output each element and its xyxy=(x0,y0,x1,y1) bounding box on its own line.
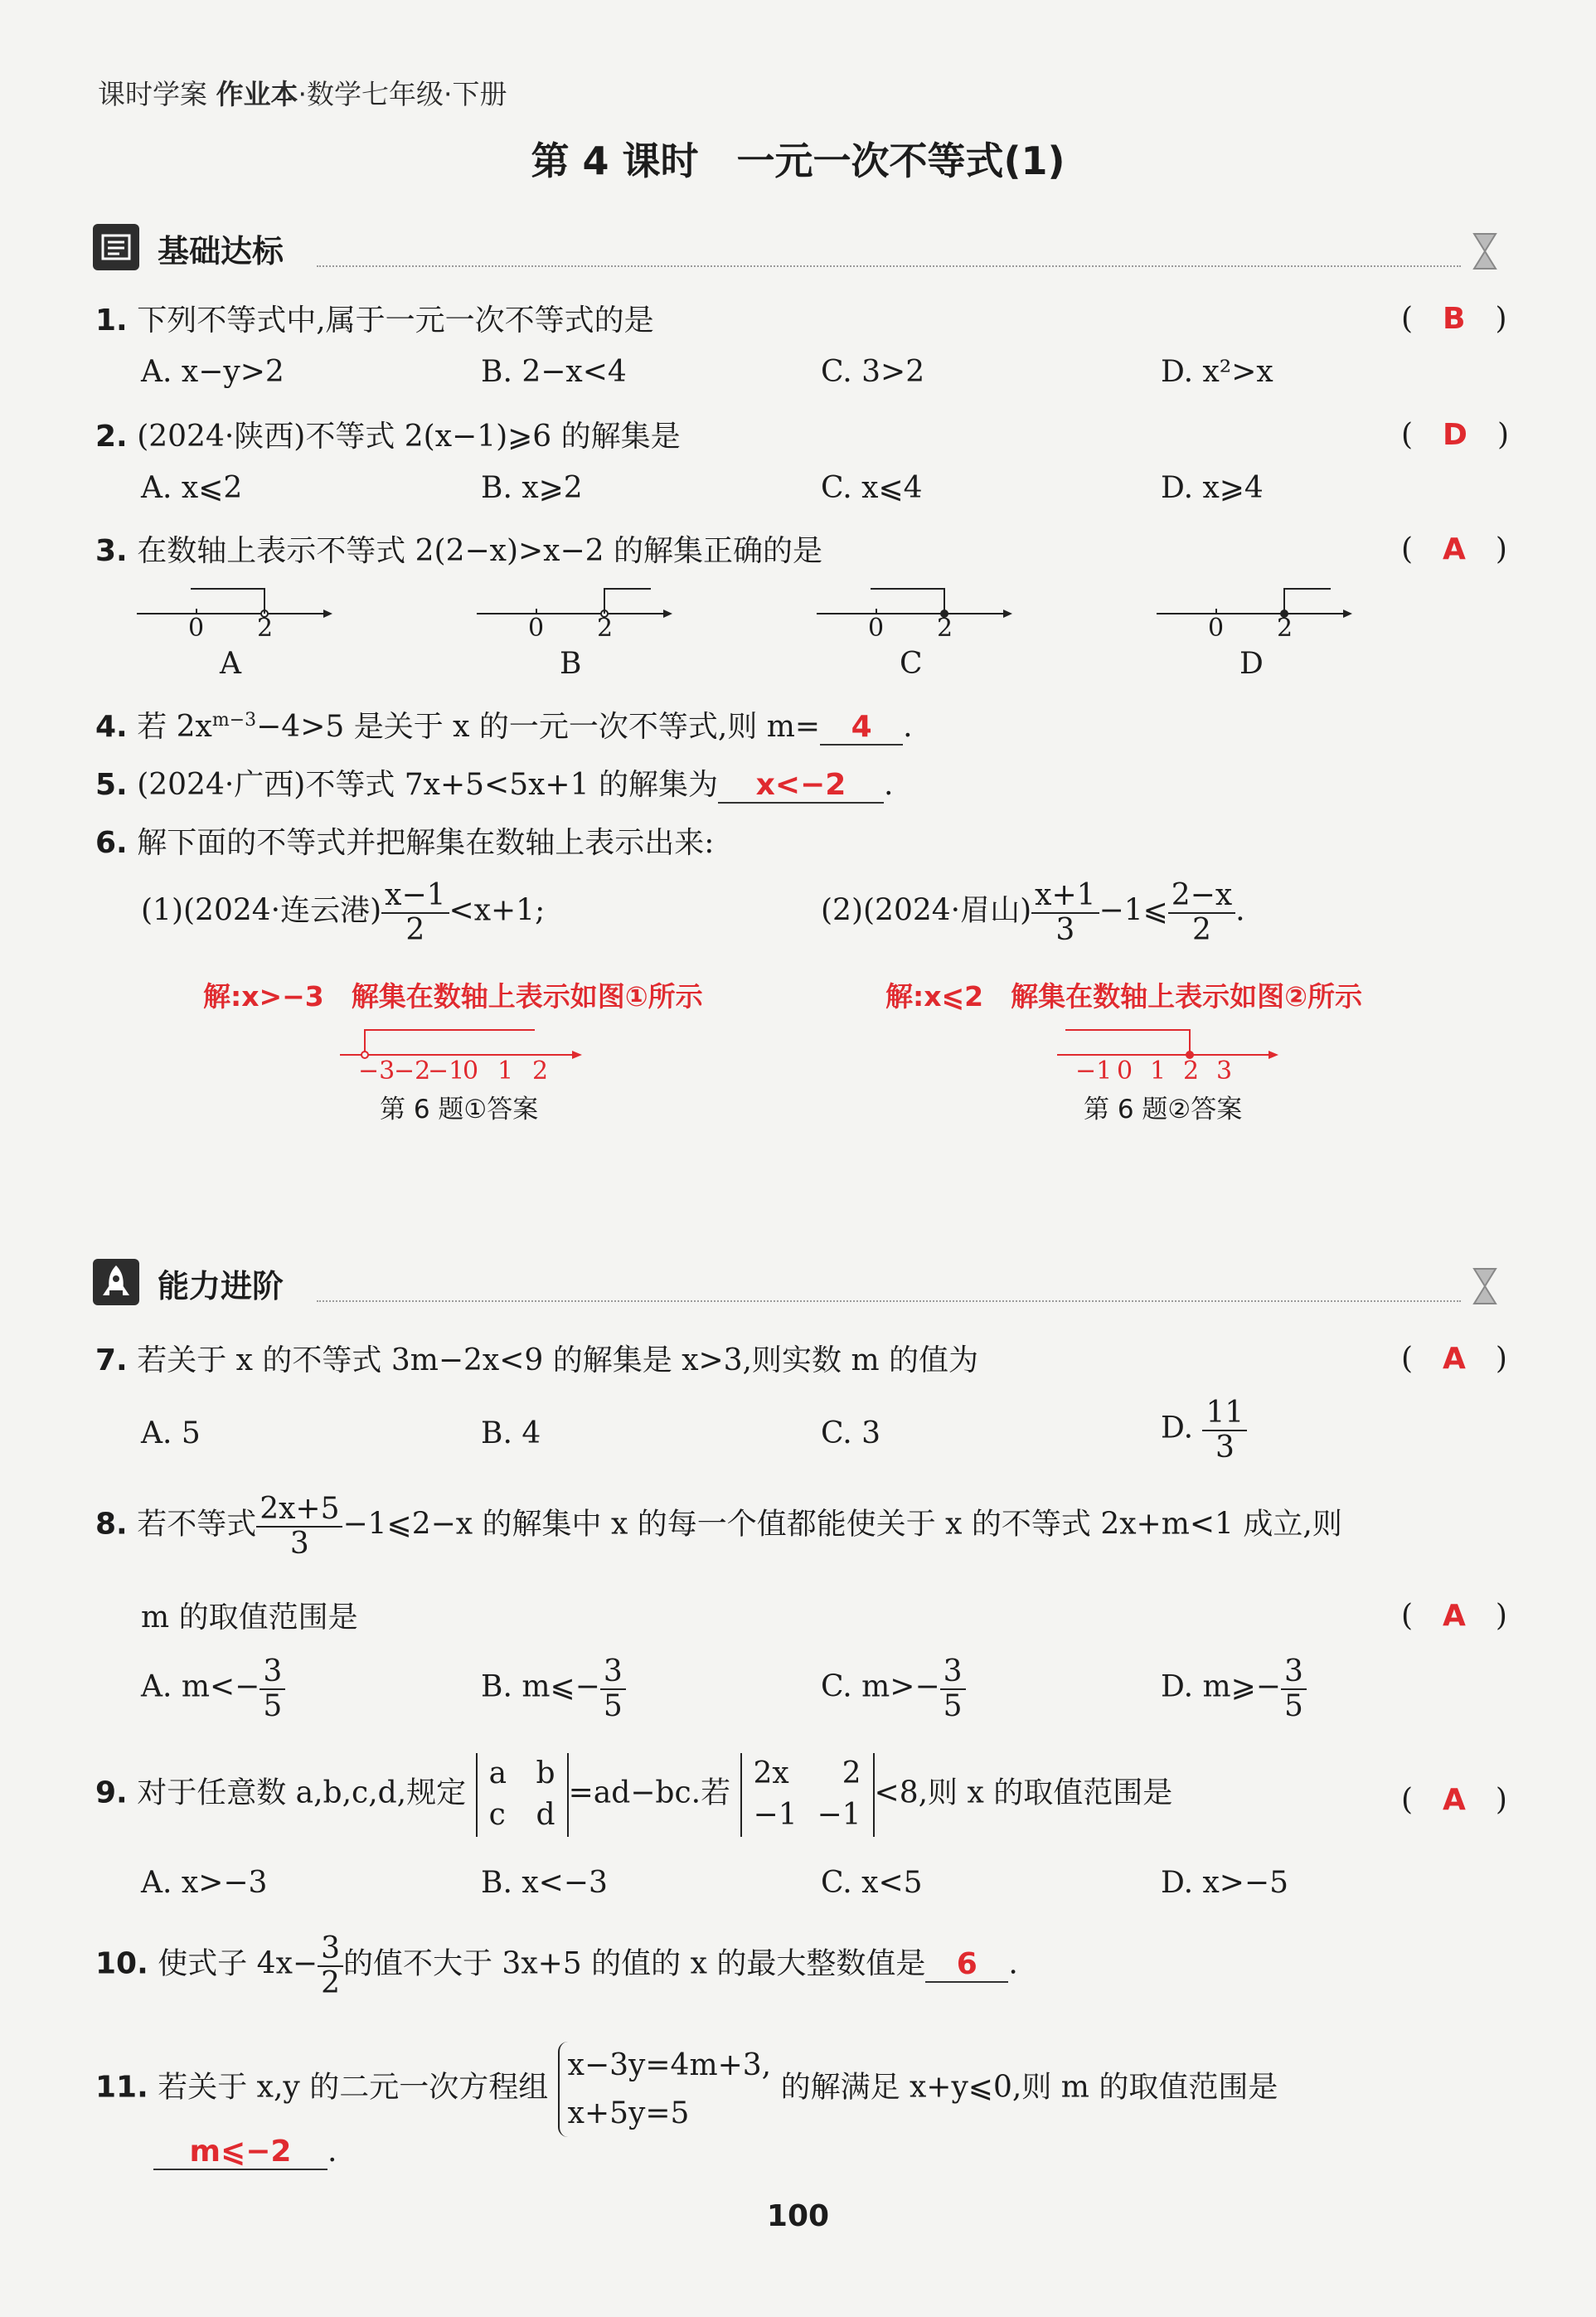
number-line-d xyxy=(1157,580,1356,681)
question-text: (2024·陕西)不等式 2(x−1)⩾6 的解集是 xyxy=(137,420,681,454)
question-3 xyxy=(95,527,822,570)
book-name: 作业本 xyxy=(216,78,298,110)
tick-label: 0 xyxy=(868,614,885,643)
tick-label: 0 xyxy=(188,614,205,643)
question-text: =ad−bc.若 xyxy=(568,1775,731,1810)
question-5 xyxy=(95,761,893,804)
page-title: 第 4 课时 一元一次不等式(1) xyxy=(531,138,1065,183)
question-4 xyxy=(95,703,913,746)
section-basic xyxy=(93,222,1502,272)
question-11-answer-line xyxy=(153,2135,337,2170)
question-text: 对于任意数 a,b,c,d,规定 xyxy=(137,1775,467,1810)
question-number: 5. xyxy=(95,768,128,802)
fraction-numerator: 3 xyxy=(940,1655,966,1690)
figure-caption: 第 6 题②答案 xyxy=(1084,1095,1243,1124)
question-2 xyxy=(95,413,681,455)
question-11 xyxy=(95,2042,1278,2137)
tick-label: 0 xyxy=(463,1056,479,1086)
fraction-denominator: 5 xyxy=(603,1688,623,1723)
question-number: 3. xyxy=(95,534,128,568)
number-line-b xyxy=(477,580,676,681)
tick-label: 0 xyxy=(1117,1056,1133,1086)
question-text: 在数轴上表示不等式 2(2−x)>x−2 的解集正确的是 xyxy=(137,534,822,568)
diagram-letter: C xyxy=(900,647,923,681)
divider xyxy=(317,1300,1461,1302)
option-label: B. m⩽− xyxy=(481,1669,600,1704)
fraction-numerator: x−1 xyxy=(381,879,449,914)
fraction-denominator: 5 xyxy=(263,1688,283,1723)
page-number: 100 xyxy=(766,2199,830,2233)
option-a: A. x>−3 xyxy=(141,1866,268,1900)
question-7 xyxy=(95,1337,978,1379)
question-text: (2024·广西)不等式 7x+5<5x+1 的解集为 xyxy=(137,768,718,802)
matrix-entry: a xyxy=(488,1756,507,1790)
option-c: C. x<5 xyxy=(821,1866,923,1900)
part-source: (1)(2024·连云港) xyxy=(141,893,382,928)
question-number: 10. xyxy=(95,1946,148,1981)
diagram-letter: D xyxy=(1239,647,1264,681)
part-source: (2)(2024·眉山) xyxy=(821,893,1032,928)
number-line-c xyxy=(817,580,1016,681)
question-text: <8,则 x 的取值范围是 xyxy=(874,1775,1173,1810)
fraction-numerator: 3 xyxy=(600,1655,626,1690)
answer-bracket: ( B ) xyxy=(1401,302,1507,336)
question-9 xyxy=(95,1753,1172,1837)
tick-label: 2 xyxy=(1277,614,1293,643)
answer: A xyxy=(1443,532,1466,566)
fraction-numerator: 3 xyxy=(1281,1655,1307,1690)
fraction-denominator: 5 xyxy=(1283,1688,1303,1723)
question-1 xyxy=(95,297,654,339)
tick-label: 0 xyxy=(1208,614,1225,643)
determinant-expression xyxy=(740,1753,875,1837)
tick-label: −3 xyxy=(358,1056,395,1086)
fraction-denominator: 2 xyxy=(1192,912,1211,947)
question-text: 的值不大于 3x+5 的值的 x 的最大整数值是 xyxy=(342,1946,926,1981)
hourglass-icon xyxy=(1471,1265,1499,1307)
tick-label: 2 xyxy=(597,614,614,643)
solution-2: 解:x⩽2 解集在数轴上表示如图②所示 xyxy=(885,980,1363,1013)
question-text: 解下面的不等式并把解集在数轴上表示出来: xyxy=(137,826,715,860)
answer-bracket: ( A ) xyxy=(1401,1783,1507,1817)
question-number: 1. xyxy=(95,304,128,338)
fraction-numerator: 2x+5 xyxy=(256,1493,342,1528)
question-8 xyxy=(95,1493,1342,1560)
tick-label: 1 xyxy=(497,1056,514,1086)
question-text: 若关于 x 的不等式 3m−2x<9 的解集是 x>3,则实数 m 的值为 xyxy=(137,1343,979,1377)
option-b: B. 2−x<4 xyxy=(481,355,627,389)
punctuation: . xyxy=(1008,1946,1018,1981)
question-number: 8. xyxy=(95,1507,128,1542)
answer: B xyxy=(1443,302,1466,336)
question-text: m 的取值范围是 xyxy=(141,1601,358,1635)
fraction-numerator: 2−x xyxy=(1168,879,1235,914)
question-text: 使式子 4x− xyxy=(158,1946,318,1981)
fraction-numerator: 3 xyxy=(318,1932,343,1967)
matrix-entry: b xyxy=(536,1756,555,1790)
answer: A xyxy=(1443,1783,1466,1817)
tick-label: −2 xyxy=(394,1056,431,1086)
equation-system xyxy=(558,2042,771,2137)
question-text: 的解满足 x+y⩽0,则 m 的取值范围是 xyxy=(780,2070,1278,2105)
answer: A xyxy=(1443,1599,1466,1633)
tick-label: 1 xyxy=(1150,1056,1167,1086)
fraction-numerator: 11 xyxy=(1202,1397,1247,1431)
series-name: 课时学案 xyxy=(98,78,207,110)
matrix-entry: −1 xyxy=(817,1798,861,1833)
fraction-numerator: 3 xyxy=(260,1655,285,1690)
fraction-denominator: 3 xyxy=(1215,1430,1235,1465)
matrix-entry: d xyxy=(536,1798,555,1833)
question-text: −1⩽2−x 的解集中 x 的每一个值都能使关于 x 的不等式 2x+m<1 成立,则 xyxy=(342,1507,1342,1542)
question-text: 若关于 x,y 的二元一次方程组 xyxy=(158,2070,549,2105)
punctuation: . xyxy=(903,710,913,744)
book-icon xyxy=(93,224,139,270)
divider xyxy=(317,265,1461,267)
answer-bracket: ( A ) xyxy=(1401,1599,1507,1633)
fraction-denominator: 2 xyxy=(321,1965,340,2000)
option-a: A. x−y>2 xyxy=(141,355,284,389)
option-d xyxy=(1161,1655,1307,1722)
fraction-denominator: 3 xyxy=(289,1526,309,1561)
hourglass-icon xyxy=(1471,231,1499,272)
part-text: <x+1; xyxy=(449,893,546,928)
option-a: A. x⩽2 xyxy=(141,471,243,505)
option-c: C. 3>2 xyxy=(821,355,925,389)
tick-label: 0 xyxy=(528,614,545,643)
rocket-icon xyxy=(93,1259,139,1305)
determinant-definition xyxy=(476,1753,569,1837)
answer-number-line-1 xyxy=(340,1022,589,1086)
diagram-letter: B xyxy=(560,647,582,681)
equation: x+5y=5 xyxy=(567,2096,690,2130)
option-c xyxy=(821,1655,966,1722)
fraction-denominator: 2 xyxy=(405,912,425,947)
fraction-denominator: 5 xyxy=(943,1688,963,1723)
option-b xyxy=(481,1655,626,1722)
question-number: 2. xyxy=(95,420,128,454)
answer: 4 xyxy=(851,710,872,744)
question-6 xyxy=(95,819,714,862)
subject-label: ·数学七年级·下册 xyxy=(298,78,507,110)
answer-bracket: ( A ) xyxy=(1401,532,1507,566)
equation: x−3y=4m+3, xyxy=(567,2048,772,2082)
matrix-entry: −1 xyxy=(753,1798,798,1833)
matrix-entry: c xyxy=(488,1798,506,1833)
section-title: 能力进阶 xyxy=(158,1268,284,1304)
tick-label: −1 xyxy=(1075,1056,1113,1086)
option-label: D. xyxy=(1161,1411,1194,1445)
answer: D xyxy=(1443,418,1467,452)
matrix-entry: 2x xyxy=(753,1756,789,1790)
tick-label: 2 xyxy=(257,614,274,643)
punctuation: . xyxy=(883,768,894,802)
option-d: D. x²>x xyxy=(1161,355,1273,389)
question-10 xyxy=(95,1932,1018,1999)
punctuation: . xyxy=(327,2135,337,2169)
q6-part1 xyxy=(141,879,545,946)
section-advanced xyxy=(93,1257,1502,1307)
option-label: D. m⩾− xyxy=(1161,1669,1281,1704)
answer: A xyxy=(1443,1342,1466,1376)
option-d: D. x>−5 xyxy=(1161,1866,1289,1900)
tick-label: 2 xyxy=(937,614,953,643)
answer-number-line-2 xyxy=(1057,1022,1289,1086)
tick-label: 3 xyxy=(1216,1056,1233,1086)
answer: x<−2 xyxy=(755,768,847,802)
fraction-denominator: 3 xyxy=(1055,912,1075,947)
option-label: A. m<− xyxy=(141,1669,260,1704)
answer-bracket: ( D ) xyxy=(1401,418,1509,452)
part-text: −1⩽ xyxy=(1099,893,1168,928)
tick-label: 2 xyxy=(1183,1056,1200,1086)
option-c: C. 3 xyxy=(821,1416,881,1450)
section-title: 基础达标 xyxy=(158,233,284,270)
tick-label: 2 xyxy=(532,1056,549,1086)
option-a: A. 5 xyxy=(141,1416,201,1450)
question-number: 7. xyxy=(95,1343,128,1377)
question-text: −4>5 是关于 x 的一元一次不等式,则 m= xyxy=(256,710,821,744)
running-header xyxy=(98,73,507,112)
question-number: 4. xyxy=(95,710,128,744)
option-b: B. x⩾2 xyxy=(481,471,583,505)
option-d xyxy=(1161,1397,1247,1464)
part-text: . xyxy=(1235,893,1245,928)
answer: m⩽−2 xyxy=(189,2135,292,2169)
question-text: 下列不等式中,属于一元一次不等式的是 xyxy=(137,304,654,338)
option-a xyxy=(141,1655,285,1722)
q6-part2 xyxy=(821,879,1245,946)
option-c: C. x⩽4 xyxy=(821,471,923,505)
option-b: B. 4 xyxy=(481,1416,541,1450)
solution-1: 解:x>−3 解集在数轴上表示如图①所示 xyxy=(203,980,703,1013)
option-d: D. x⩾4 xyxy=(1161,471,1264,505)
option-label: C. m>− xyxy=(821,1669,940,1704)
exponent: m−3 xyxy=(211,710,257,731)
answer-bracket: ( A ) xyxy=(1401,1342,1507,1376)
tick-label: −1 xyxy=(428,1056,465,1086)
figure-caption: 第 6 题①答案 xyxy=(380,1095,539,1124)
answer: 6 xyxy=(956,1946,977,1981)
option-b: B. x<−3 xyxy=(481,1866,608,1900)
diagram-letter: A xyxy=(220,647,241,681)
number-line-a xyxy=(137,580,336,681)
matrix-entry: 2 xyxy=(842,1756,861,1790)
fraction-numerator: x+1 xyxy=(1031,879,1099,914)
question-number: 11. xyxy=(95,2070,148,2105)
question-number: 9. xyxy=(95,1775,128,1810)
question-text: 若 2x xyxy=(137,710,212,744)
question-number: 6. xyxy=(95,826,128,860)
question-text: 若不等式 xyxy=(137,1507,257,1542)
